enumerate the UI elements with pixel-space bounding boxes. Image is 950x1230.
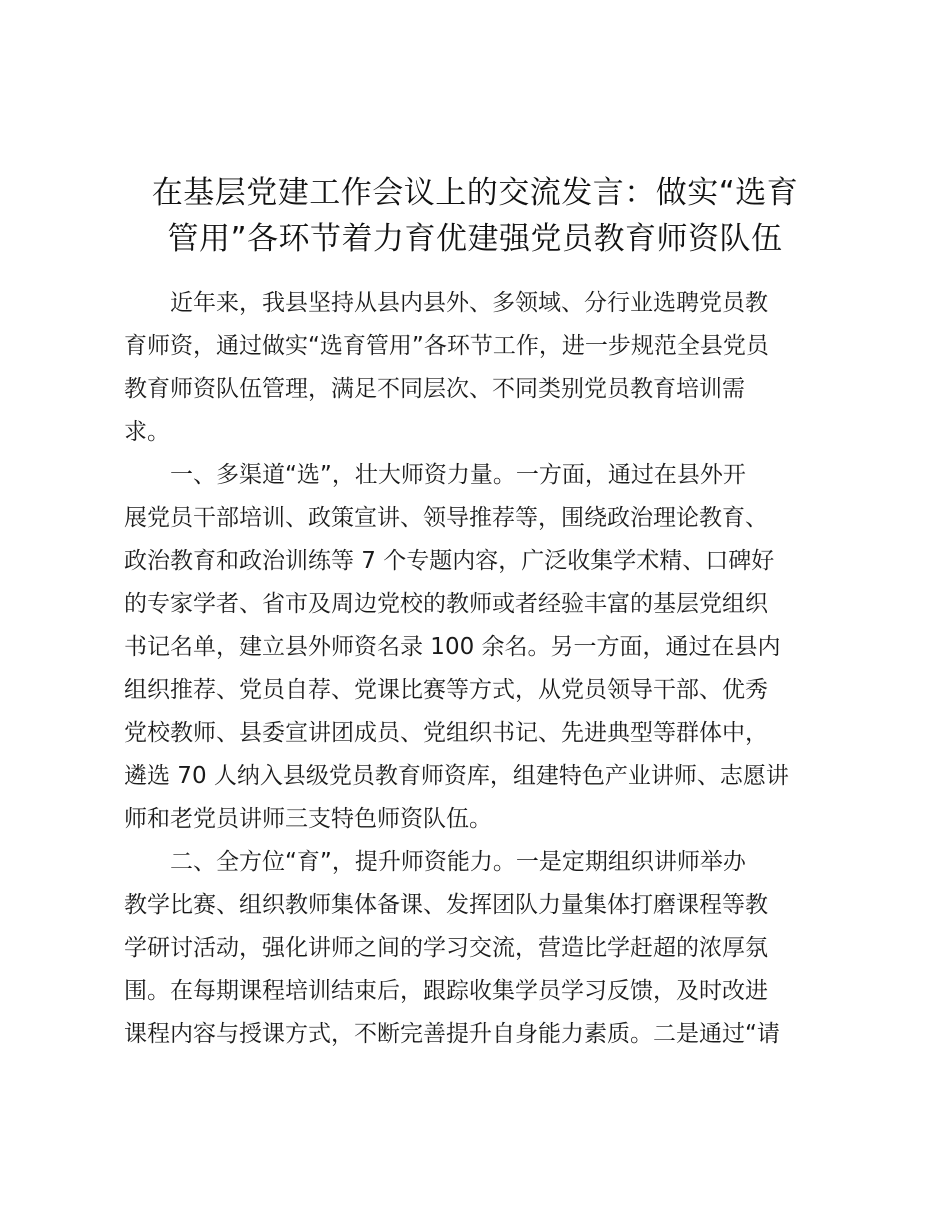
text-line: 围。在每期课程培训结束后，跟踪收集学员学习反馈，及时改进 bbox=[124, 978, 768, 1004]
text-line: 一、多渠道“选”，壮大师资力量。一方面，通过在县外开 bbox=[170, 462, 746, 488]
text-line: 教学比赛、组织教师集体备课、发挥团队力量集体打磨课程等教 bbox=[124, 892, 768, 918]
paragraph-select bbox=[124, 454, 836, 841]
text-line: 课程内容与授课方式，不断完善提升自身能力素质。二是通过“请 bbox=[124, 1021, 780, 1047]
text-line: 学研讨活动，强化讲师之间的学习交流，营造比学赶超的浓厚氛 bbox=[124, 935, 768, 961]
title-line: 在基层党建工作会议上的交流发言：做实“选育 bbox=[151, 175, 799, 211]
text-line: 政治教育和政治训练等 7 个专题内容，广泛收集学术精、口碑好 bbox=[124, 548, 775, 574]
text-line: 展党员干部培训、政策宣讲、领导推荐等，围绕政治理论教育、 bbox=[124, 505, 768, 531]
text-line: 组织推荐、党员自荐、党课比赛等方式，从党员领导干部、优秀 bbox=[124, 677, 768, 703]
text-line: 书记名单，建立县外师资名录 100 余名。另一方面，通过在县内 bbox=[124, 634, 781, 660]
text-line: 师和老党员讲师三支特色师资队伍。 bbox=[124, 806, 492, 832]
text-line: 党校教师、县委宣讲团成员、党组织书记、先进典型等群体中， bbox=[124, 720, 768, 746]
paragraph-intro bbox=[124, 282, 836, 454]
text-line: 求。 bbox=[124, 419, 170, 445]
text-line: 教育师资队伍管理，满足不同层次、不同类别党员教育培训需 bbox=[124, 376, 745, 402]
document-title bbox=[100, 170, 850, 262]
text-line: 遴选 70 人纳入县级党员教育师资库，组建特色产业讲师、志愿讲 bbox=[124, 763, 789, 789]
text-line: 育师资，通过做实“选育管用”各环节工作，进一步规范全县党员 bbox=[124, 333, 769, 359]
text-line: 二、全方位“育”，提升师资能力。一是定期组织讲师举办 bbox=[170, 849, 746, 875]
title-line: 管用”各环节着力育优建强党员教育师资队伍 bbox=[167, 221, 783, 257]
paragraph-cultivate bbox=[124, 841, 836, 1056]
text-line: 近年来，我县坚持从县内县外、多领域、分行业选聘党员教 bbox=[170, 290, 768, 316]
document-body bbox=[124, 282, 836, 1056]
text-line: 的专家学者、省市及周边党校的教师或者经验丰富的基层党组织 bbox=[124, 591, 768, 617]
